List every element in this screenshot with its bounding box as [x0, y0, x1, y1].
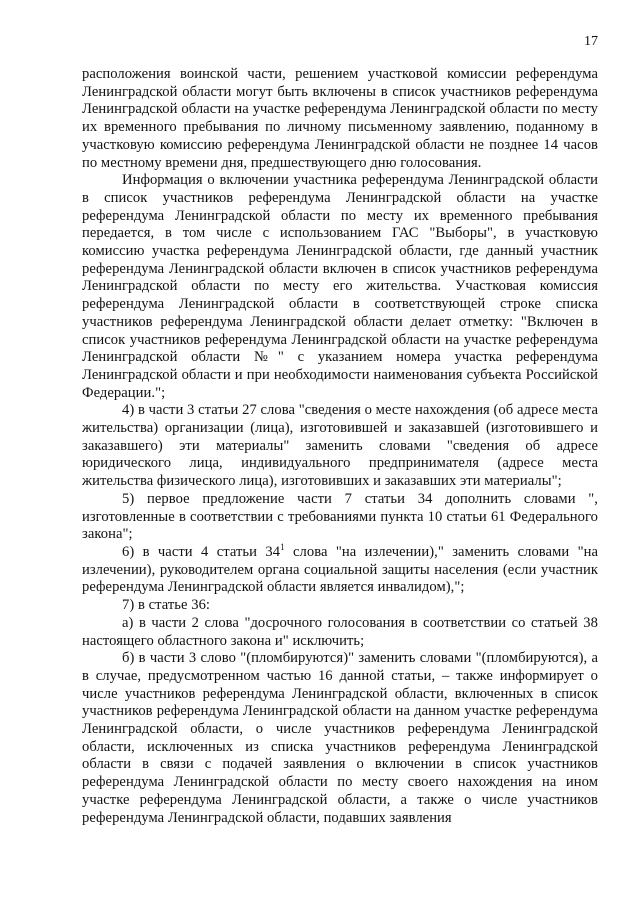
paragraph-item-7: 7) в статье 36: — [122, 597, 211, 614]
superscript-1: 1 — [280, 541, 285, 552]
document-body — [82, 66, 598, 827]
paragraph-item-5: 5) первое предложение части 7 статьи 34 дополнить словами ", изготовленные в соответствии с требованиями пункта 10 статьи 61 Федерального закона"; — [82, 490, 598, 543]
paragraph-item-4: 4) в части 3 статьи 27 слова "сведения о месте нахождения (об адресе места жительства) организации (лица), изготовившей и заказавшей (изготовившего и заказавшего) эти материалы" заменить словами "сведения об адресе юридического лица, индивидуального предпринимателя (адресе места жительства физического лица), изготовивших и заказавших эти материалы"; — [82, 402, 598, 490]
paragraph-item-6-end: слова "на излечении)," заменить словами "на излечении), руководителем органа социальной защиты населения (если участник референдума Ленинградской области является инвалидом),"; — [82, 543, 598, 596]
paragraph-item-7a: а) в части 2 слова "досрочного голосования в соответствии со статьей 38 настоящего областного закона и" исключить; — [82, 614, 598, 649]
paragraph-item-6-start: 6) в части 4 статьи 34 — [122, 543, 281, 560]
paragraph-item-6 — [82, 541, 598, 597]
paragraph-continuation: расположения воинской части, решением участковой комиссии референдума Ленинградской области могут быть включены в список участников референдума Ленинградской области на участке референдума Ленинградской области по месту их временного пребывания по личному письменному заявлению, поданному в участковую комиссию референдума Ленинградской области не позднее 14 часов по местному времени дня, предшествующего дню голосования. — [82, 66, 598, 171]
page-number: 17 — [584, 34, 598, 49]
paragraph-information: Информация о включении участника референдума Ленинградской области в список участников референдума Ленинградской области на участке референдума Ленинградской области по месту их временного пребывания передается, в том числе с использованием ГАС "Выборы", в участковую комиссию участка референдума Ленинградской области, где данный участник референдума Ленинградской области включен в список участников референдума Ленинградской области по месту его жительства. Участковая комиссия референдума Ленинградской области в соответствующей строке списка участников референдума Ленинградской области делает отметку: "Включен в список участников референдума Ленинградской области на участке референдума Ленинградской области №" с указанием номера участка референдума Ленинградской области и при необходимости наименования субъекта Российской Федерации."; — [82, 172, 598, 401]
paragraph-item-7b: б) в части 3 слово "(пломбируются)" заменить словами "(пломбируются), а в случае, предусмотренном частью 16 данной статьи, – также информирует о числе участников референдума Ленинградской области, включенных в список участников референдума Ленинградской области на данном участке референдума Ленинградской области, о числе участников референдума Ленинградской области, исключенных из списка участников референдума Ленинградской области в связи с подачей заявления о включении в список участников референдума Ленинградской области по месту своего нахождения на ином участке референдума Ленинградской области, а также о числе участников референдума Ленинградской области, подавших заявления — [82, 650, 598, 826]
